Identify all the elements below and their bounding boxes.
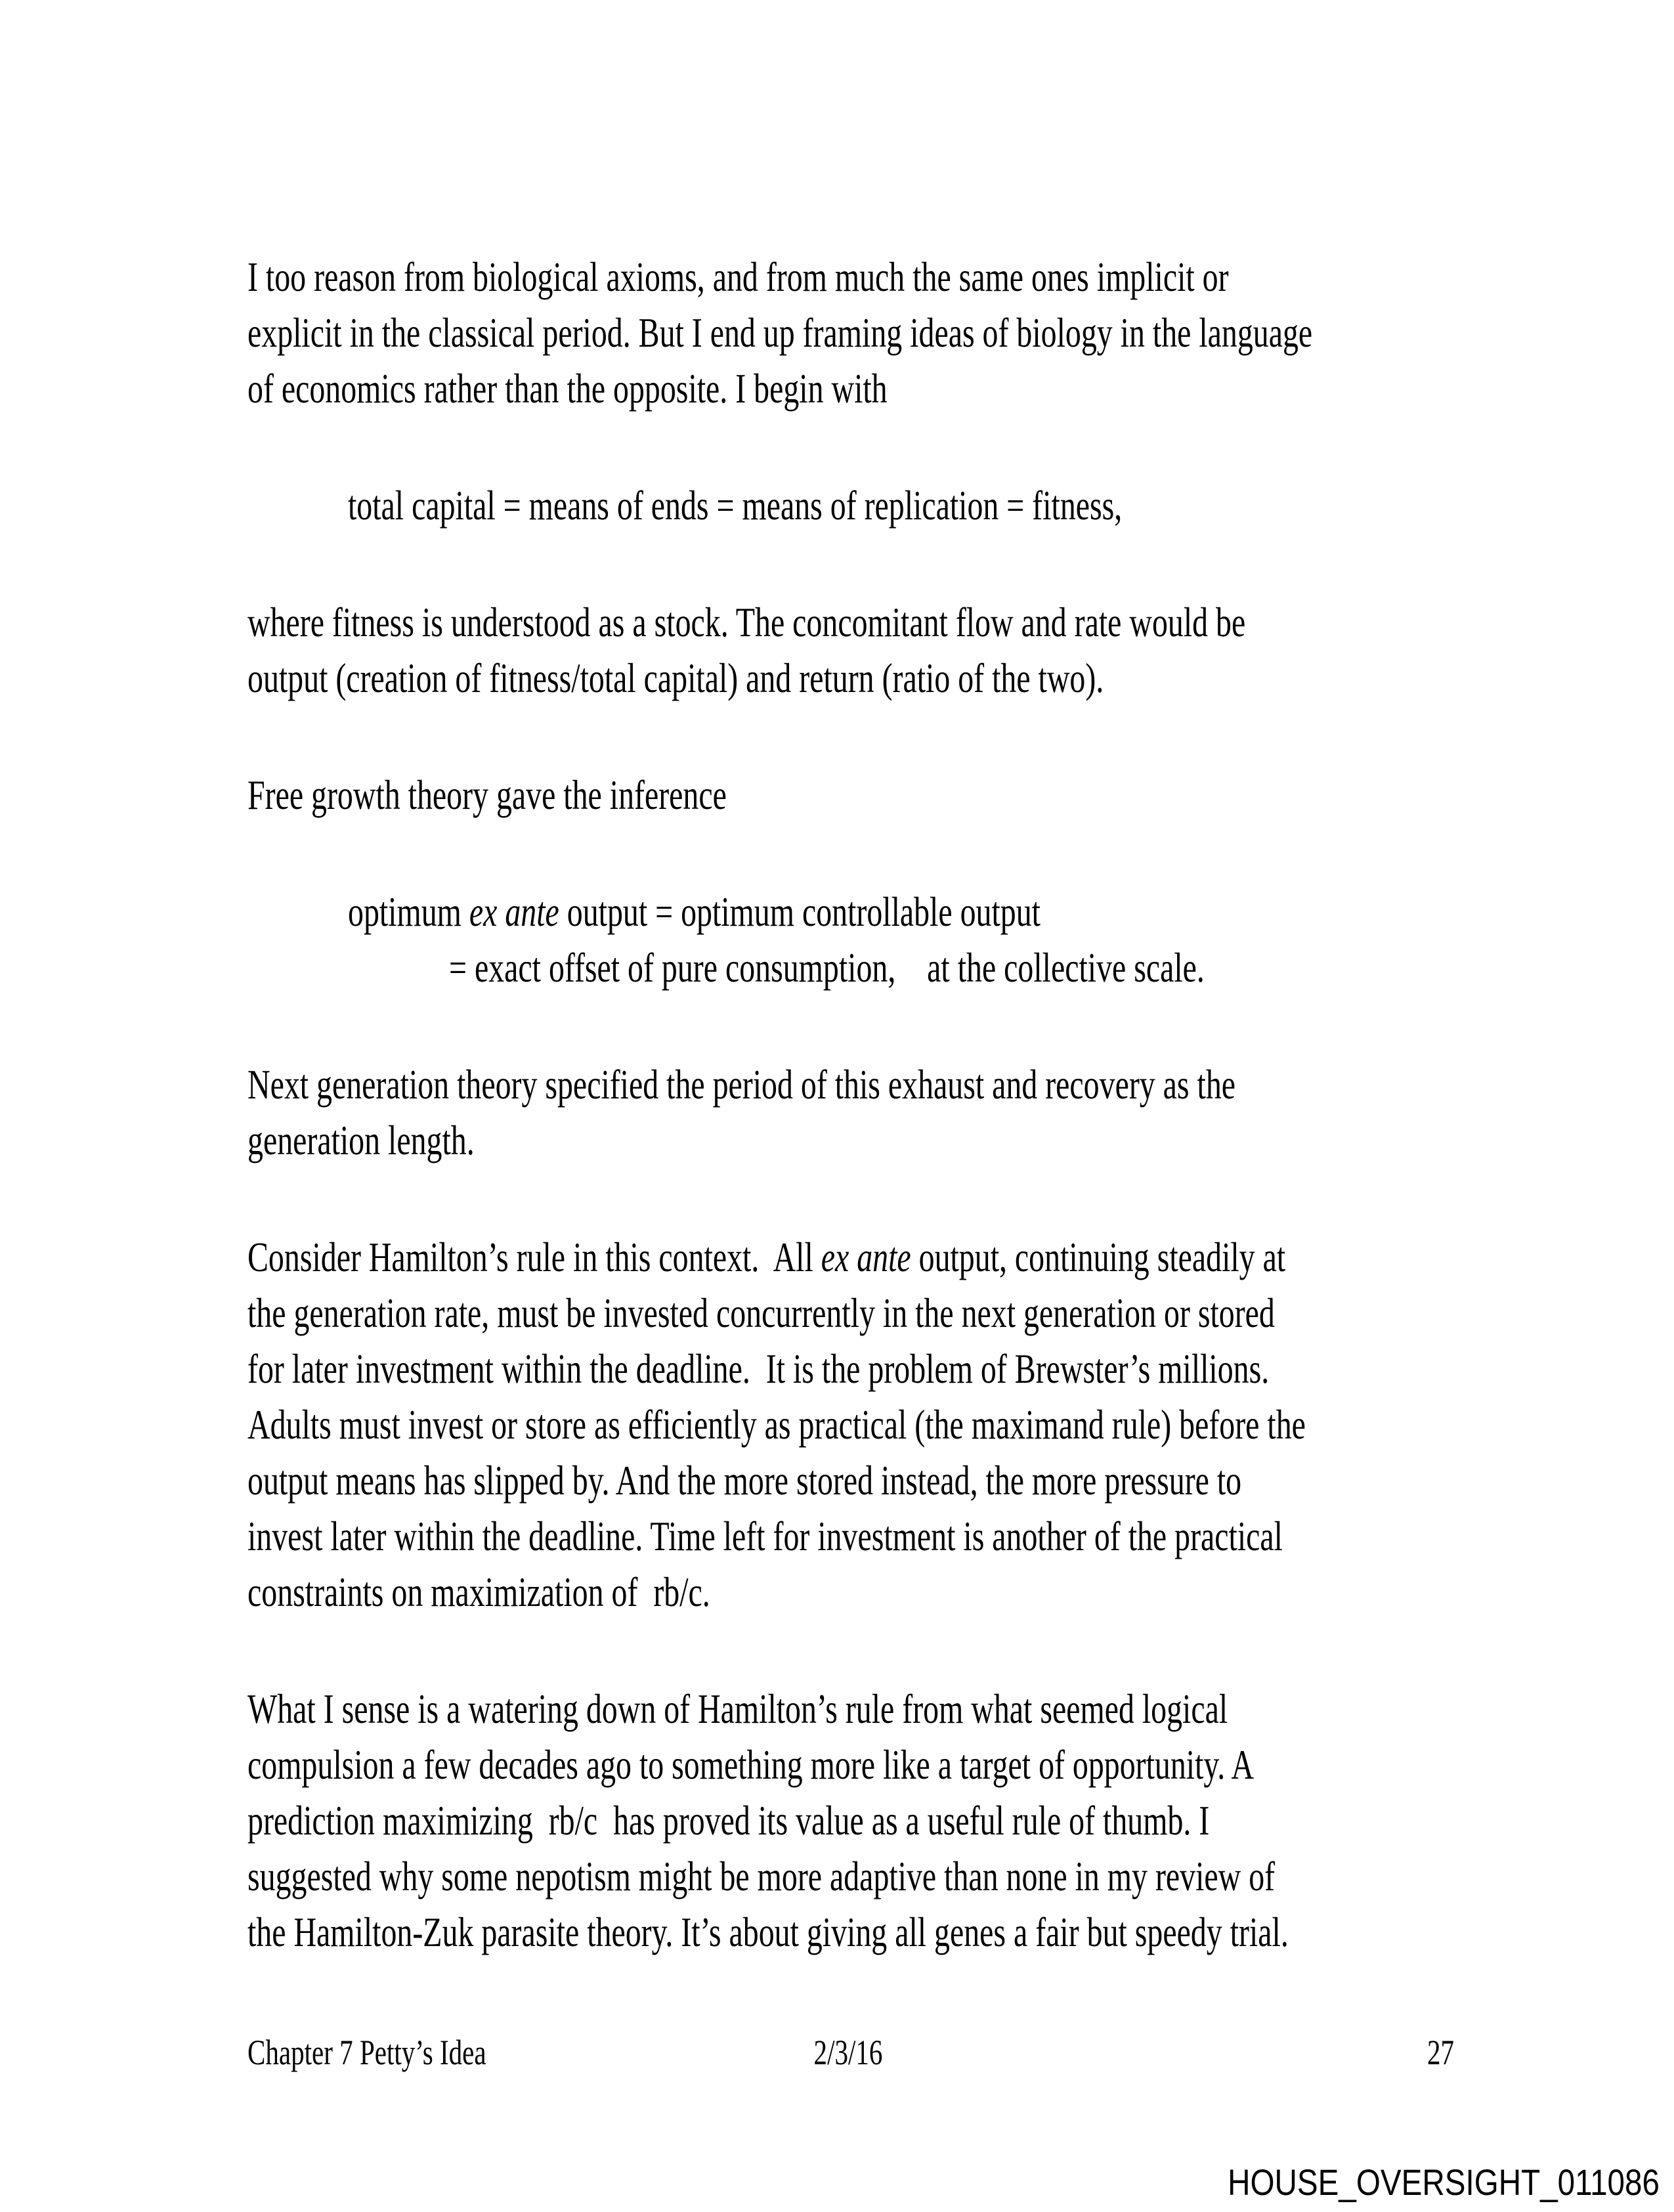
text-segment: explicit in the classical period. But I end up framing ideas of biology in the language <box>247 310 1313 356</box>
text-line <box>247 1397 1306 1453</box>
free-growth-paragraph <box>247 768 1429 823</box>
text-segment: Next generation theory specified the period of this exhaust and recovery as the <box>247 1062 1236 1108</box>
text-segment: optimum <box>348 889 469 935</box>
text-line <box>247 1849 1276 1905</box>
text-line <box>247 1230 1286 1286</box>
text-segment: What I sense is a watering down of Hamilton’s rule from what seemed logical <box>247 1686 1228 1732</box>
text-line <box>247 1737 1255 1793</box>
text-segment: prediction maximizing rb/c has proved its value as a useful rule of thumb. I <box>247 1798 1210 1844</box>
document-body <box>247 249 1429 2022</box>
footer-page-number: 27 <box>1427 2033 1454 2072</box>
text-segment: where fitness is understood as a stock. The concomitant flow and rate would be <box>247 599 1246 645</box>
text-segment: output = optimum controllable output <box>559 889 1041 935</box>
footer-date: 2/3/16 <box>813 2033 883 2072</box>
text-line <box>247 1341 1270 1397</box>
text-segment: = exact offset of pure consumption, at the collective scale. <box>449 945 1205 991</box>
text-line <box>247 249 1229 305</box>
text-segment: invest later within the deadline. Time left for investment is another of the practical <box>247 1513 1283 1559</box>
text-segment: constraints on maximization of rb/c. <box>247 1569 710 1615</box>
equation-total-capital <box>247 478 1429 534</box>
text-line <box>247 1905 1289 1961</box>
text-line <box>247 361 1146 417</box>
bates-number-stamp: HOUSE_OVERSIGHT_011086 <box>1228 2161 1660 2203</box>
text-line <box>247 651 1146 706</box>
page-footer <box>0 2025 1674 2081</box>
text-line <box>348 884 1170 940</box>
text-segment: output, continuing steadily at <box>911 1234 1286 1280</box>
text-segment: Free growth theory gave the inference <box>247 772 727 818</box>
text-segment: Consider Hamilton’s rule in this context. All <box>247 1234 821 1280</box>
text-line <box>247 1453 1242 1509</box>
text-segment: suggested why some nepotism might be more adaptive than none in my review of <box>247 1854 1276 1899</box>
text-line <box>247 1793 1210 1849</box>
text-segment: total capital = means of ends = means of replication = fitness, <box>348 483 1123 529</box>
text-line <box>348 478 1170 534</box>
text-segment: compulsion a few decades ago to something more like a target of opportunity. A <box>247 1742 1255 1788</box>
text-segment: I too reason from biological axioms, and from much the same ones implicit or <box>247 254 1229 300</box>
next-generation-paragraph <box>247 1057 1429 1169</box>
text-line <box>247 1565 1146 1620</box>
text-line <box>449 940 1205 996</box>
text-line <box>247 1509 1283 1565</box>
fitness-stock-paragraph <box>247 595 1429 706</box>
text-line <box>247 305 1313 361</box>
italic-text-segment: ex ante <box>469 889 559 935</box>
text-segment: of economics rather than the opposite. I begin with <box>247 366 888 412</box>
text-segment: output (creation of fitness/total capital) and return (ratio of the two). <box>247 655 1104 701</box>
text-segment: the generation rate, must be invested concurrently in the next generation or stored <box>247 1290 1275 1336</box>
text-line <box>247 1286 1275 1341</box>
text-line <box>247 595 1246 651</box>
watering-down-paragraph <box>247 1681 1429 1961</box>
text-segment: the Hamilton-Zuk parasite theory. It’s about giving all genes a fair but speedy trial. <box>247 1909 1289 1955</box>
italic-text-segment: ex ante <box>821 1234 911 1280</box>
text-line <box>247 768 1146 823</box>
equation-optimum-output <box>247 884 1429 996</box>
intro-paragraph <box>247 249 1429 417</box>
text-line <box>247 1057 1236 1113</box>
hamiltons-rule-paragraph <box>247 1230 1429 1620</box>
text-segment: output means has slipped by. And the more stored instead, the more pressure to <box>247 1458 1242 1504</box>
text-segment: generation length. <box>247 1117 475 1163</box>
text-line <box>247 1113 1146 1169</box>
text-line <box>247 1681 1228 1737</box>
footer-chapter-label: Chapter 7 Petty’s Idea <box>247 2033 486 2072</box>
text-segment: for later investment within the deadline. It is the problem of Brewster’s millions. <box>247 1346 1270 1392</box>
text-segment: Adults must invest or store as efficiently as practical (the maximand rule) before the <box>247 1402 1306 1448</box>
